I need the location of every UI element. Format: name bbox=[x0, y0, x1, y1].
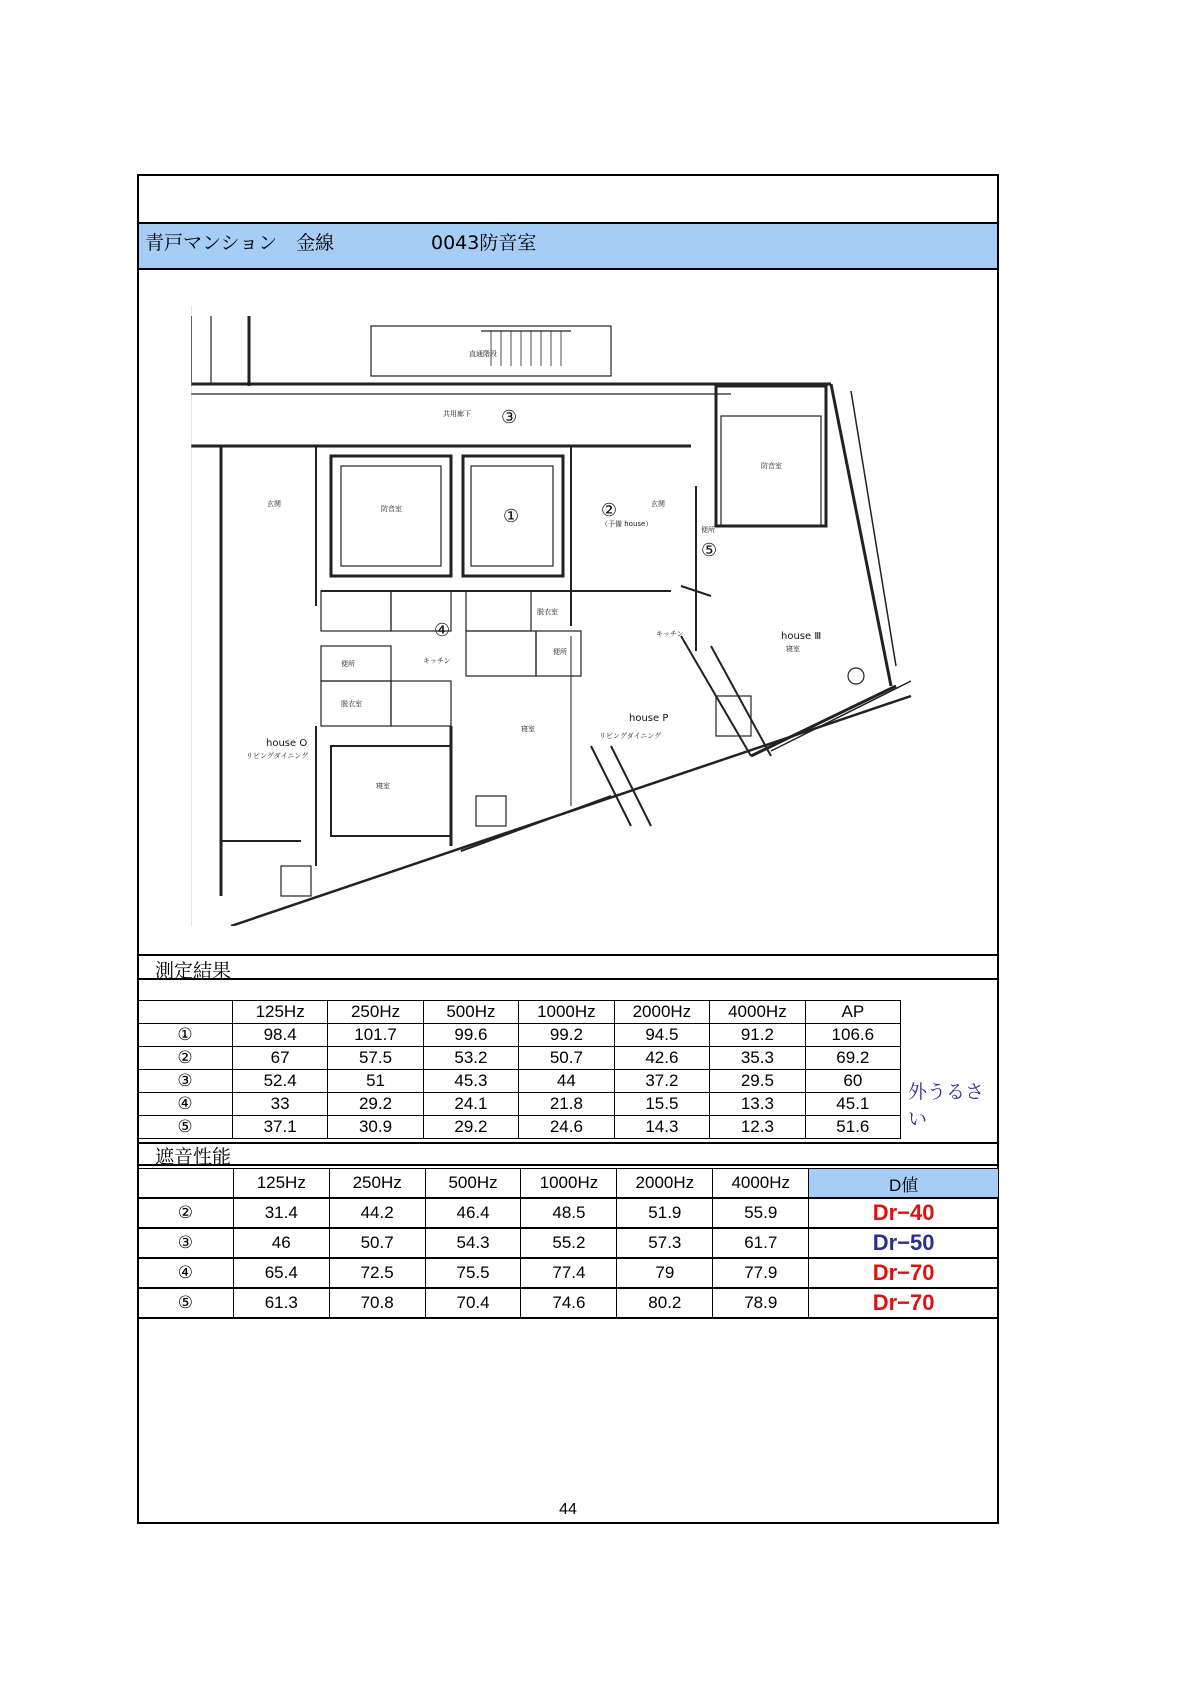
label-soundproof-left: 防音室 bbox=[381, 505, 402, 513]
cell: 500Hz bbox=[423, 1001, 518, 1024]
cell: 48.5 bbox=[521, 1198, 617, 1228]
marker-4: ④ bbox=[434, 620, 451, 641]
cell: 2000Hz bbox=[614, 1001, 710, 1024]
cell: 101.7 bbox=[328, 1024, 423, 1047]
cell: AP bbox=[805, 1001, 900, 1024]
table-row bbox=[138, 1070, 901, 1093]
insulation-header-row bbox=[138, 1169, 999, 1199]
cell: 30.9 bbox=[328, 1116, 423, 1139]
cell: 44.2 bbox=[329, 1198, 425, 1228]
cell: 99.2 bbox=[519, 1024, 615, 1047]
cell: 24.6 bbox=[519, 1116, 615, 1139]
cell: 69.2 bbox=[805, 1047, 900, 1070]
cell: 60 bbox=[805, 1070, 900, 1093]
cell: ⑤ bbox=[138, 1116, 233, 1139]
label-soundproof-right: 防音室 bbox=[761, 462, 782, 470]
label-kitchen-mid: キッチン bbox=[656, 630, 684, 638]
table-row bbox=[138, 1024, 901, 1047]
table-row bbox=[138, 1288, 999, 1318]
label-bedroom-left: 寝室 bbox=[376, 782, 390, 790]
label-house-m: house Ⅲ bbox=[781, 631, 822, 642]
room-name: 0043防音室 bbox=[431, 232, 537, 254]
cell: 78.9 bbox=[713, 1288, 809, 1318]
cell: 31.4 bbox=[233, 1198, 329, 1228]
cell: ① bbox=[138, 1024, 233, 1047]
cell: 37.1 bbox=[232, 1116, 327, 1139]
cell: 37.2 bbox=[614, 1070, 710, 1093]
title-bar bbox=[139, 222, 997, 270]
table-row bbox=[138, 1116, 901, 1139]
d-value: Dr−40 bbox=[809, 1198, 999, 1228]
cell: 50.7 bbox=[329, 1228, 425, 1258]
d-value-header: D値 bbox=[809, 1169, 999, 1199]
cell: 2000Hz bbox=[617, 1169, 713, 1199]
d-value: Dr−70 bbox=[809, 1258, 999, 1288]
cell: 70.4 bbox=[425, 1288, 521, 1318]
cell: 57.5 bbox=[328, 1047, 423, 1070]
cell: 12.3 bbox=[710, 1116, 806, 1139]
cell: 52.4 bbox=[232, 1070, 327, 1093]
cell: 1000Hz bbox=[519, 1001, 615, 1024]
cell bbox=[138, 1001, 233, 1024]
cell: 55.9 bbox=[713, 1198, 809, 1228]
label-storage-note: （予備 house） bbox=[601, 520, 653, 528]
cell: 75.5 bbox=[425, 1258, 521, 1288]
cell: 42.6 bbox=[614, 1047, 710, 1070]
cell: 74.6 bbox=[521, 1288, 617, 1318]
label-corridor: 共用廊下 bbox=[443, 410, 471, 418]
cell: 51.9 bbox=[617, 1198, 713, 1228]
cell: 21.8 bbox=[519, 1093, 615, 1116]
cell: ③ bbox=[138, 1070, 233, 1093]
cell: 15.5 bbox=[614, 1093, 710, 1116]
cell: 53.2 bbox=[423, 1047, 518, 1070]
cell: ③ bbox=[138, 1228, 234, 1258]
cell: 46 bbox=[233, 1228, 329, 1258]
cell: 4000Hz bbox=[713, 1169, 809, 1199]
building-name: 青戸マンション 金線 bbox=[145, 232, 335, 254]
cell: 106.6 bbox=[805, 1024, 900, 1047]
measurement-table bbox=[137, 1000, 901, 1139]
cell: 29.5 bbox=[710, 1070, 806, 1093]
label-toilet-mid: 便所 bbox=[553, 648, 567, 656]
cell: 14.3 bbox=[614, 1116, 710, 1139]
insulation-table bbox=[137, 1168, 999, 1319]
cell: 50.7 bbox=[519, 1047, 615, 1070]
label-entrance-mid: 玄関 bbox=[651, 500, 665, 508]
table-row bbox=[138, 1093, 901, 1116]
marker-3: ③ bbox=[501, 407, 518, 428]
table-row bbox=[138, 1047, 901, 1070]
page-frame bbox=[137, 174, 999, 1524]
cell: ② bbox=[138, 1047, 233, 1070]
floor-plan bbox=[191, 306, 931, 926]
label-kitchen-left: キッチン bbox=[423, 657, 451, 665]
cell: 99.6 bbox=[423, 1024, 518, 1047]
divider bbox=[139, 954, 997, 956]
label-house-p-sub: リビングダイニング bbox=[599, 732, 662, 740]
cell: 46.4 bbox=[425, 1198, 521, 1228]
cell: 13.3 bbox=[710, 1093, 806, 1116]
d-value: Dr−70 bbox=[809, 1288, 999, 1318]
cell: 91.2 bbox=[710, 1024, 806, 1047]
cell: 70.8 bbox=[329, 1288, 425, 1318]
outside-noise-note: 外うるさい bbox=[908, 1081, 985, 1130]
cell: 79 bbox=[617, 1258, 713, 1288]
cell: 54.3 bbox=[425, 1228, 521, 1258]
table-row bbox=[138, 1258, 999, 1288]
cell: 61.7 bbox=[713, 1228, 809, 1258]
cell: 80.2 bbox=[617, 1288, 713, 1318]
cell: 24.1 bbox=[423, 1093, 518, 1116]
measurement-header-row bbox=[138, 1001, 901, 1024]
cell: 77.4 bbox=[521, 1258, 617, 1288]
cell: ④ bbox=[138, 1093, 233, 1116]
cell: 125Hz bbox=[232, 1001, 327, 1024]
cell: 44 bbox=[519, 1070, 615, 1093]
cell: 4000Hz bbox=[710, 1001, 806, 1024]
cell: ② bbox=[138, 1198, 234, 1228]
cell: 72.5 bbox=[329, 1258, 425, 1288]
cell: 51 bbox=[328, 1070, 423, 1093]
label-dressing-mid: 脱衣室 bbox=[537, 608, 558, 616]
cell: ⑤ bbox=[138, 1288, 234, 1318]
cell: 98.4 bbox=[232, 1024, 327, 1047]
label-dressing-left: 脱衣室 bbox=[341, 700, 362, 708]
label-toilet-right: 便所 bbox=[701, 526, 715, 534]
marker-1: ① bbox=[503, 506, 520, 527]
cell: 51.6 bbox=[805, 1116, 900, 1139]
cell: 77.9 bbox=[713, 1258, 809, 1288]
marker-5: ⑤ bbox=[701, 540, 718, 561]
cell: 45.3 bbox=[423, 1070, 518, 1093]
d-value: Dr−50 bbox=[809, 1228, 999, 1258]
cell: 29.2 bbox=[423, 1116, 518, 1139]
label-house-o: house O bbox=[266, 738, 308, 749]
divider bbox=[139, 978, 997, 980]
cell: 65.4 bbox=[233, 1258, 329, 1288]
marker-2: ② bbox=[601, 500, 618, 521]
cell: 61.3 bbox=[233, 1288, 329, 1318]
cell: 125Hz bbox=[233, 1169, 329, 1199]
label-entrance-left: 玄関 bbox=[267, 500, 281, 508]
cell: 55.2 bbox=[521, 1228, 617, 1258]
label-house-m-sub: 寝室 bbox=[786, 645, 800, 653]
label-house-p: house P bbox=[629, 713, 669, 724]
divider bbox=[139, 1142, 997, 1144]
label-house-o-sub: リビングダイニング bbox=[246, 752, 309, 760]
label-bedroom-mid: 寝室 bbox=[521, 725, 535, 733]
label-stairs: 直通階段 bbox=[469, 350, 497, 358]
table-row bbox=[138, 1228, 999, 1258]
cell: 45.1 bbox=[805, 1093, 900, 1116]
cell: 500Hz bbox=[425, 1169, 521, 1199]
cell: 57.3 bbox=[617, 1228, 713, 1258]
measurement-title: 測定結果 bbox=[155, 960, 232, 982]
page-number: 44 bbox=[559, 1501, 577, 1518]
cell: 94.5 bbox=[614, 1024, 710, 1047]
cell: 33 bbox=[232, 1093, 327, 1116]
label-toilet-left: 便所 bbox=[341, 660, 355, 668]
cell: 29.2 bbox=[328, 1093, 423, 1116]
cell: 35.3 bbox=[710, 1047, 806, 1070]
table-row bbox=[138, 1198, 999, 1228]
cell: 250Hz bbox=[329, 1169, 425, 1199]
divider bbox=[139, 1164, 997, 1166]
cell bbox=[138, 1169, 234, 1199]
cell: ④ bbox=[138, 1258, 234, 1288]
cell: 1000Hz bbox=[521, 1169, 617, 1199]
cell: 67 bbox=[232, 1047, 327, 1070]
insulation-title: 遮音性能 bbox=[155, 1146, 232, 1168]
cell: 250Hz bbox=[328, 1001, 423, 1024]
